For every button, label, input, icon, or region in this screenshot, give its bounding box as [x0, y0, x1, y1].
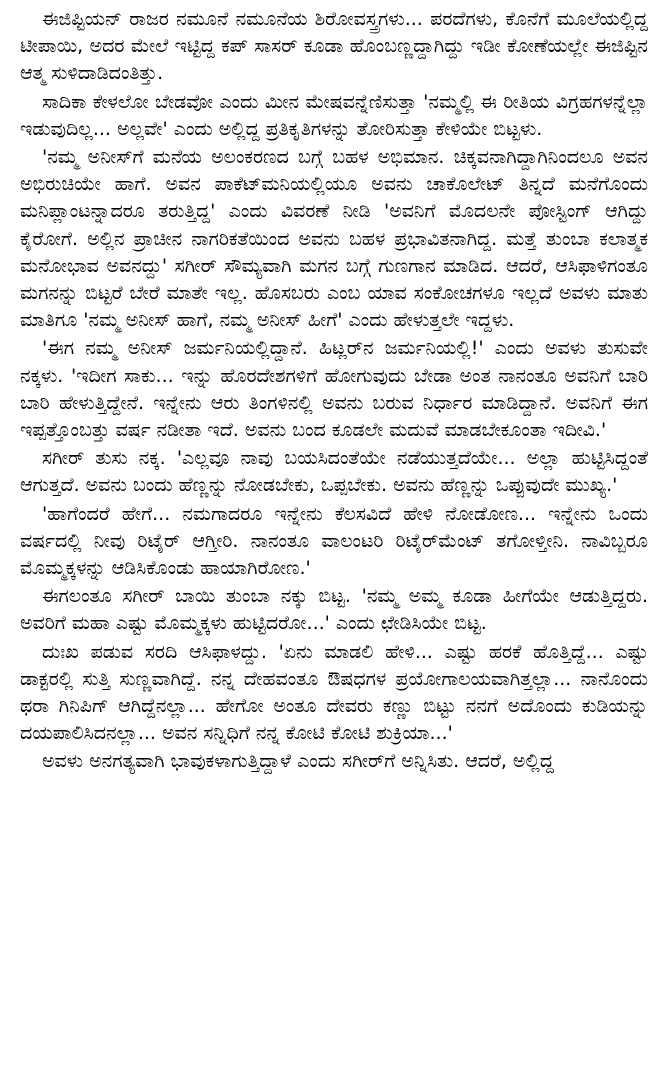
paragraph-3: 'ನಮ್ಮ ಅನೀಸ್‌ಗೆ ಮನೆಯ ಅಲಂಕರಣದ ಬಗ್ಗೆ ಬಹಳ ಅಭಿಮಾನ. ಚಿಕ್ಕವನಾಗಿದ್ದಾಗಿನಿಂದಲೂ ಅವನ ಅಭಿರುಚಿಯೇ ಹಾಗೆ. ಅವನ ಪಾಕೆಟ್‌ಮನಿಯಲ್ಲಿಯೂ ಅವನು ಚಾಕೊಲೇಟ್ ತಿನ್ನದೆ ಮನೆಗೊಂದು ಮನಿಪ್ಲಾಂಟನ್ನಾದರೂ ತರುತ್ತಿದ್ದ' ಎಂದು ವಿವರಣೆ ನೀಡಿ 'ಅವನಿಗೆ ಮೊದಲನೇ ಪೋಸ್ಟಿಂಗ್ ಆಗಿದ್ದು ಕೈರೋಗೆ. ಅಲ್ಲಿನ ಪ್ರಾಚೀನ ನಾಗರಿಕತೆಯಿಂದ ಅವನು ಬಹಳ ಪ್ರಭಾವಿತನಾಗಿದ್ದ. ಮತ್ತೆ ತುಂಬಾ ಕಲಾತ್ಮಕ ಮನೋಭಾವ ಅವನದ್ದು' ಸಗೀರ್ ಸೌಮ್ಯವಾಗಿ ಮಗನ ಬಗ್ಗೆ ಗುಣಗಾನ ಮಾಡಿದ. ಆದರೆ, ಆಸಿಫಾಳಿಗಂತೂ ಮಗನನ್ನು ಬಿಟ್ಟರೆ ಬೇರೆ ಮಾತೇ ಇಲ್ಲ. ಹೊಸಬರು ಎಂಬ ಯಾವ ಸಂಕೋಚಗಳೂ ಇಲ್ಲದೆ ಅವಳು ಮಾತು ಮಾತಿಗೂ 'ನಮ್ಮ ಅನೀಸ್ ಹಾಗೆ, ನಮ್ಮ ಅನೀಸ್ ಹೀಗೆ' ಎಂದು ಹೇಳುತ್ತಲೇ ಇದ್ದಳು.: [20, 146, 648, 332]
paragraph-6: 'ಹಾಗೆಂದರೆ ಹೇಗೆ... ನಮಗಾದರೂ ಇನ್ನೇನು ಕೆಲಸವಿದೆ ಹೇಳಿ ನೋಡೋಣ... ಇನ್ನೇನು ಒಂದು ವರ್ಷದಲ್ಲಿ ನೀವು ರಿಟೈರ್ ಆಗ್ತೀರಿ. ನಾನಂತೂ ವಾಲಂಟರಿ ರಿಟೈರ್‌ಮೆಂಟ್ ತಗೋಳ್ತೀನಿ. ನಾವಿಬ್ಬರೂ ಮೊಮ್ಮಕ್ಕಳನ್ನು ಆಡಿಸಿಕೊಂಡು ಹಾಯಾಗಿರೋಣ.': [20, 502, 648, 580]
paragraph-7: ಈಗಲಂತೂ ಸಗೀರ್ ಬಾಯಿ ತುಂಬಾ ನಕ್ಕು ಬಿಟ್ಟ. 'ನಮ್ಮ ಅಮ್ಮ ಕೂಡಾ ಹೀಗೆಯೇ ಆಡುತ್ತಿದ್ದರು. ಅವರಿಗೆ ಮಹಾ ಎಷ್ಟು ಮೊಮ್ಮಕ್ಕಳು ಹುಟ್ಟಿದರೋ...' ಎಂದು ಛೇಡಿಸಿಯೇ ಬಿಟ್ಟ.: [20, 585, 648, 635]
paragraph-2: ಸಾದಿಕಾ ಕೇಳಲೋ ಬೇಡವೋ ಎಂದು ಮೀನ ಮೇಷವನ್ನೆಣಿಸುತ್ತಾ 'ನಮ್ಮಲ್ಲಿ ಈ ರೀತಿಯ ವಿಗ್ರಹಗಳನ್ನೆಲ್ಲಾ ಇಡುವುದಿಲ್ಲ... ಅಲ್ಲವೇ' ಎಂದು ಅಲ್ಲಿದ್ದ ಪ್ರತಿಕೃತಿಗಳನ್ನು ತೋರಿಸುತ್ತಾ ಕೇಳಿಯೇ ಬಿಟ್ಟಳು.: [20, 90, 648, 140]
paragraph-1: ಈಜಿಪ್ಟಿಯನ್ ರಾಜರ ನಮೂನೆ ನಮೂನೆಯ ಶಿರೋವಸ್ತ್ರಗಳು... ಪರದೆಗಳು, ಕೊನೆಗೆ ಮೂಲೆಯಲ್ಲಿದ್ದ ಟೀಪಾಯಿ, ಅದರ ಮೇಲೆ ಇಟ್ಟಿದ್ದ ಕಪ್ ಸಾಸರ್ ಕೂಡಾ ಹೊಂಬಣ್ಣದ್ದಾಗಿದ್ದು ಇಡೀ ಕೋಣೆಯಲ್ಲೇ ಈಜಿಪ್ಟಿನ ಆತ್ಮ ಸುಳಿದಾಡಿದಂತಿತ್ತು.: [20, 8, 648, 85]
paragraph-9: ಅವಳು ಅನಗತ್ಯವಾಗಿ ಭಾವುಕಳಾಗುತ್ತಿದ್ದಾಳೆ ಎಂದು ಸಗೀರ್‌ಗೆ ಅನ್ನಿಸಿತು. ಆದರೆ, ಅಲ್ಲಿದ್ದ: [42, 750, 554, 773]
paragraph-8: ದುಃಖ ಪಡುವ ಸರದಿ ಆಸಿಫಾಳದ್ದು. 'ಏನು ಮಾಡಲಿ ಹೇಳಿ... ಎಷ್ಟು ಹರಕೆ ಹೊತ್ತಿದ್ದೆ... ಎಷ್ಟು ಡಾಕ್ಟರಲ್ಲಿ ಸುತ್ತಿ ಸುಣ್ಣವಾಗಿದ್ದೆ. ನನ್ನ ದೇಹವಂತೂ ಔಷಧಗಳ ಪ್ರಯೋಗಾಲಯವಾಗಿತ್ತಲ್ಲಾ... ನಾನೊಂದು ಥರಾ ಗಿನಿಪಿಗ್ ಆಗಿದ್ದೆನಲ್ಲಾ... ಹೇಗೋ ಅಂತೂ ದೇವರು ಕಣ್ಣು ಬಿಟ್ಟು ನನಗೆ ಅದೊಂದು ಕುಡಿಯನ್ನು ದಯಪಾಲಿಸಿದನಲ್ಲಾ... ಅವನ ಸನ್ನಿಧಿಗೆ ನನ್ನ ಕೋಟಿ ಕೋಟಿ ಶುಕ್ರಿಯಾ...': [20, 640, 648, 745]
paragraph-5: ಸಗೀರ್ ತುಸು ನಕ್ಕ. 'ಎಲ್ಲವೂ ನಾವು ಬಯಸಿದಂತೆಯೇ ನಡೆಯುತ್ತದೆಯೇ... ಅಲ್ಲಾ ಹುಟ್ಟಿಸಿದ್ದಂತೆ ಆಗುತ್ತದೆ. ಅವನು ಬಂದು ಹೆಣ್ಣನ್ನು ನೋಡಬೇಕು, ಒಪ್ಪಬೇಕು. ಅವನು ಹೆಣ್ಣನ್ನು ಒಪ್ಪುವುದೇ ಮುಖ್ಯ.': [20, 447, 648, 497]
paragraph-4: 'ಈಗ ನಮ್ಮ ಅನೀಸ್ ಜರ್ಮನಿಯಲ್ಲಿದ್ದಾನೆ. ಹಿಟ್ಲರ್‌ನ ಜರ್ಮನಿಯಲ್ಲಿ!' ಎಂದು ಅವಳು ತುಸುವೇ ನಕ್ಕಳು. 'ಇದೀಗ ಸಾಕು... ಇನ್ನು ಹೊರದೇಶಗಳಿಗೆ ಹೋಗುವುದು ಬೇಡಾ ಅಂತ ನಾನಂತೂ ಅವನಿಗೆ ಬಾರಿ ಬಾರಿ ಹೇಳುತ್ತಿದ್ದೇನೆ. ಇನ್ನೇನು ಆರು ತಿಂಗಳಿನಲ್ಲಿ ಅವನು ಬರುವ ನಿರ್ಧಾರ ಮಾಡಿದ್ದಾನೆ. ಅವನಿಗೆ ಈಗ ಇಪ್ಪತ್ತೊಂಬತ್ತು ವರ್ಷ ನಡೀತಾ ಇದೆ. ಅವನು ಬಂದ ಕೂಡಲೇ ಮದುವೆ ಮಾಡಬೇಕೂಂತಾ ಇದೀವಿ.': [20, 337, 648, 442]
